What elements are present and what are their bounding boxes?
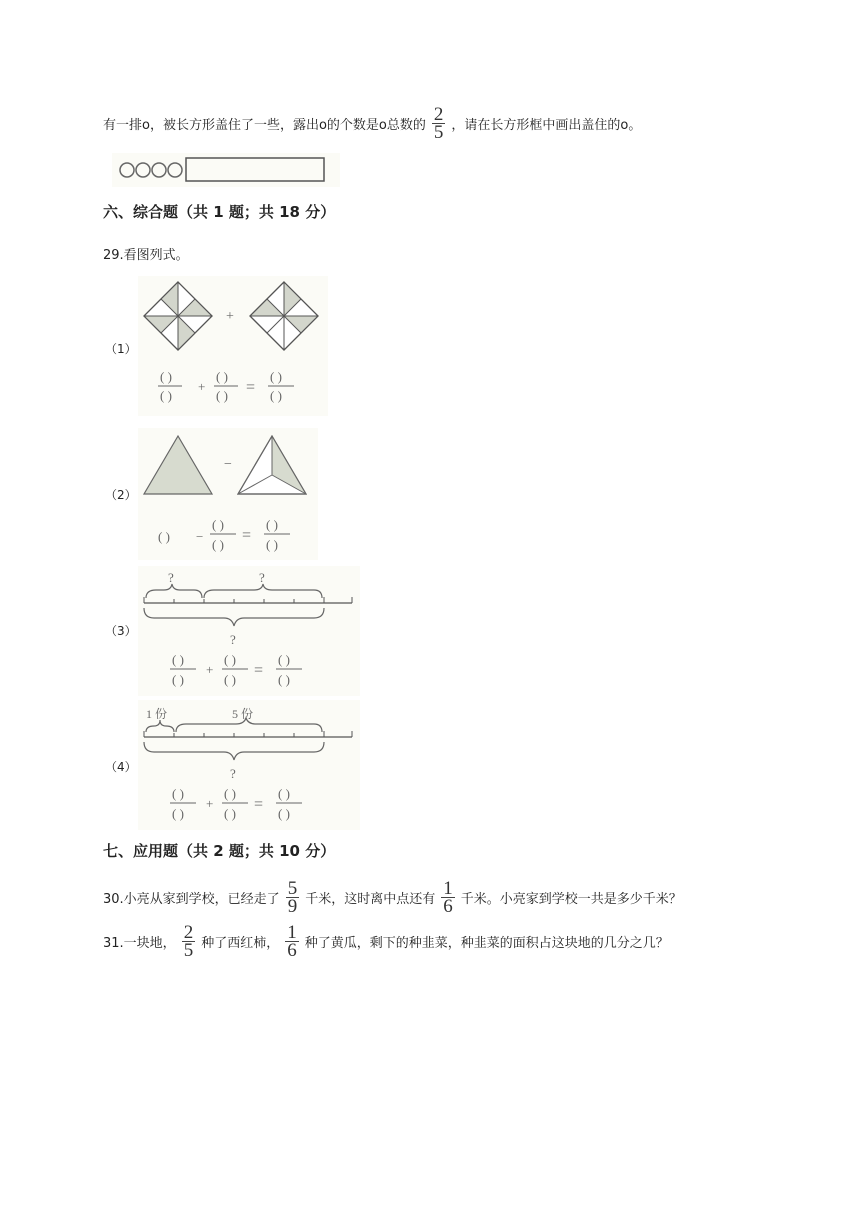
fraction-one-sixth-q31: $\frac{1}{6}$ xyxy=(287,922,297,961)
q29-part2-formula xyxy=(158,517,290,552)
section6-title: 六、综合题（共 1 题；共 18 分） xyxy=(103,203,336,221)
fraction-two-fifths: $\frac{2}{5}$ xyxy=(433,104,444,143)
q29-part3-formula xyxy=(170,652,302,687)
svg-text:( ): ( ) xyxy=(160,369,172,384)
q29-part3-label: （3） xyxy=(105,624,137,638)
circle-question xyxy=(103,106,641,141)
circle-question-text-before: 有一排o，被长方形盖住了一些，露出o的个数是o总数的 xyxy=(103,118,426,133)
q29-part4-label: （4） xyxy=(105,760,137,774)
q29-part4-figure xyxy=(138,700,360,830)
svg-text:( ): ( ) xyxy=(216,369,228,384)
svg-text:?: ? xyxy=(259,570,265,585)
svg-text:( ): ( ) xyxy=(224,786,236,801)
circle-2 xyxy=(136,163,150,177)
svg-text:( ): ( ) xyxy=(266,517,278,532)
q31-suffix: 种了黄瓜，剩下的种韭菜，种韭菜的面积占这块地的几分之几？ xyxy=(304,936,669,951)
svg-text:=: = xyxy=(254,662,264,679)
right-diamond xyxy=(250,282,318,350)
svg-text:=: = xyxy=(246,379,256,396)
q31 xyxy=(103,924,669,959)
fraction-five-ninths: $\frac{5}{9}$ xyxy=(287,878,298,917)
circle-1 xyxy=(120,163,134,177)
q29-part3-figure xyxy=(138,566,360,696)
svg-text:( ): ( ) xyxy=(172,786,184,801)
svg-text:( ): ( ) xyxy=(160,388,172,403)
svg-text:( ): ( ) xyxy=(270,369,282,384)
svg-text:( ): ( ) xyxy=(278,672,290,687)
svg-text:=: = xyxy=(254,796,264,813)
q29-title: 29.看图列式。 xyxy=(103,248,189,263)
q30-prefix: 30.小亮从家到学校，已经走了 xyxy=(103,892,280,907)
q29-part1-figure xyxy=(138,276,328,416)
q29-part1-svg xyxy=(138,276,328,416)
svg-text:=: = xyxy=(242,527,252,544)
svg-text:( ): ( ) xyxy=(158,529,170,544)
q30-suffix: 千米。小亮家到学校一共是多少千米？ xyxy=(460,892,682,907)
svg-text:?: ? xyxy=(230,632,236,647)
q30-mid: 千米，这时离中点还有 xyxy=(305,892,436,907)
fraction-one-sixth: $\frac{1}{6}$ xyxy=(443,878,453,917)
svg-text:?: ? xyxy=(230,766,236,781)
svg-text:( ): ( ) xyxy=(172,672,184,687)
circles-rectangle-figure xyxy=(112,153,340,187)
q29-part3-svg xyxy=(138,566,360,696)
q31-prefix: 31.一块地， xyxy=(103,936,176,951)
q30 xyxy=(103,880,682,915)
q29-part4-formula xyxy=(170,786,302,821)
svg-text:( ): ( ) xyxy=(224,672,236,687)
circle-3 xyxy=(152,163,166,177)
shaded-triangle xyxy=(144,436,212,494)
svg-text:+: + xyxy=(198,379,206,394)
q31-mid: 种了西红柿， xyxy=(201,936,280,951)
q29-part2-operator: − xyxy=(224,457,232,472)
svg-text:( ): ( ) xyxy=(270,388,282,403)
svg-text:( ): ( ) xyxy=(216,388,228,403)
svg-text:( ): ( ) xyxy=(172,652,184,667)
svg-text:( ): ( ) xyxy=(212,517,224,532)
q29-part4-svg xyxy=(138,700,360,830)
svg-text:+: + xyxy=(206,796,214,811)
svg-text:( ): ( ) xyxy=(278,806,290,821)
svg-text:1 份: 1 份 xyxy=(146,707,168,721)
q29-part1-operator: + xyxy=(226,309,234,324)
circle-4 xyxy=(168,163,182,177)
svg-text:+: + xyxy=(206,662,214,677)
q29-part2-svg xyxy=(138,428,318,560)
svg-text:?: ? xyxy=(168,570,174,585)
q29-part1-label: （1） xyxy=(105,342,137,356)
svg-text:( ): ( ) xyxy=(172,806,184,821)
circle-question-text-after: ，请在长方形框中画出盖住的o。 xyxy=(451,118,642,133)
svg-text:5 份: 5 份 xyxy=(232,707,254,721)
q29-part2-label: （2） xyxy=(105,488,137,502)
q29-part1-formula xyxy=(158,369,294,403)
divided-triangle xyxy=(238,436,306,494)
left-diamond xyxy=(144,282,212,350)
svg-text:( ): ( ) xyxy=(212,537,224,552)
svg-text:( ): ( ) xyxy=(278,786,290,801)
q29-part2-figure xyxy=(138,428,318,560)
circles-rectangle-svg xyxy=(112,153,340,187)
section7-title: 七、应用题（共 2 题；共 10 分） xyxy=(103,842,336,860)
fraction-two-fifths-q31: $\frac{2}{5}$ xyxy=(183,922,194,961)
svg-text:( ): ( ) xyxy=(278,652,290,667)
cover-rectangle xyxy=(186,158,324,181)
svg-text:( ): ( ) xyxy=(266,537,278,552)
svg-text:( ): ( ) xyxy=(224,652,236,667)
svg-text:−: − xyxy=(196,529,204,544)
svg-text:( ): ( ) xyxy=(224,806,236,821)
